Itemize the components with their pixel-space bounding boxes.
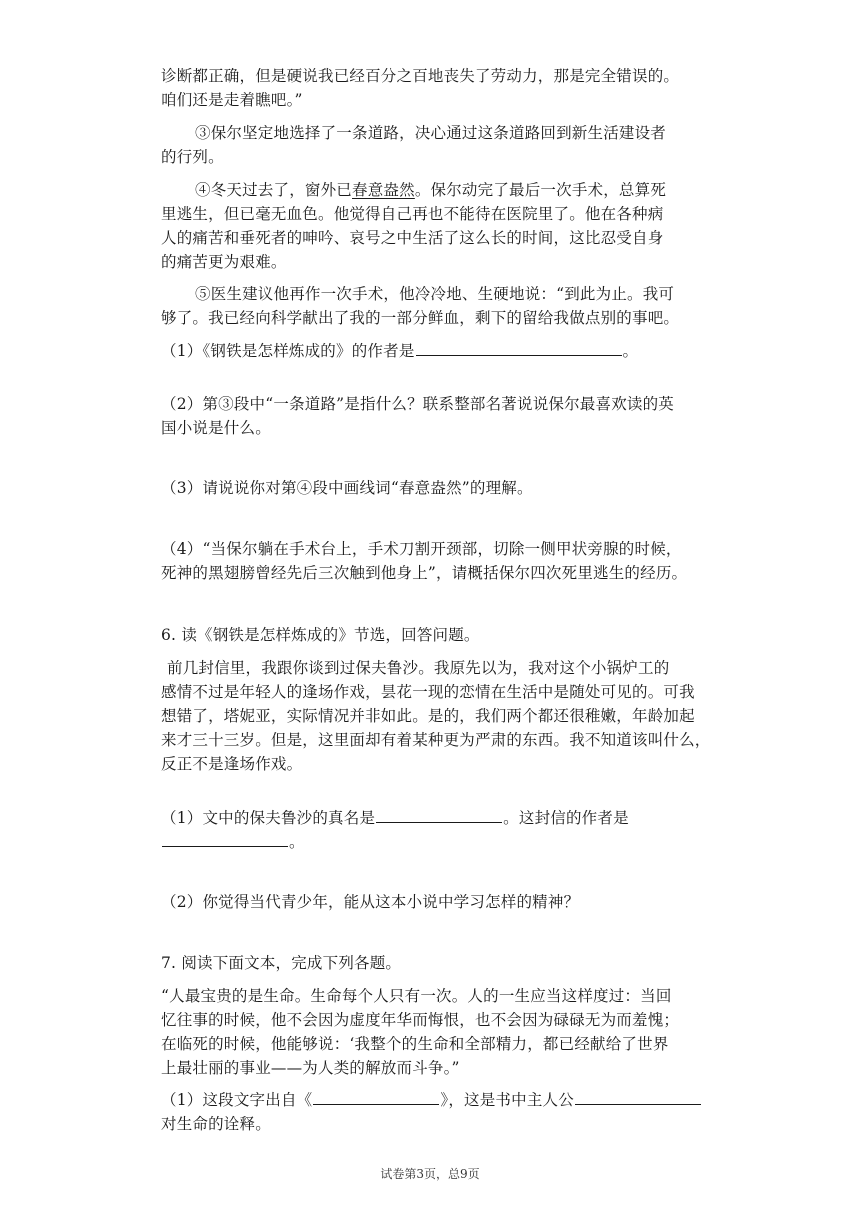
passage-line: 咱们还是走着瞧吧。” [161,91,303,109]
question-7-1-line2: 对生命的诠释。 [161,1115,271,1133]
question-6-2: （2）你觉得当代青少年，能从这本小说中学习怎样的精神？ [161,893,580,911]
letter-passage-line: 想错了，塔妮亚，实际情况并非如此。是的，我们两个都还很稚嫩，年龄加起 [161,707,695,725]
letter-passage-line: 来才三十三岁。但是，这里面却有着某种更为严肃的东西。我不知道该叫什么， [161,731,711,749]
question-6-1 [161,806,629,830]
question-6-1-line2 [161,830,305,854]
quote-passage-line: 在临死的时候，他能够说：‘我整个的生命和全部精力，都已经献给了世界 [161,1035,669,1053]
question-5-3: （3）请说说你对第④段中画线词“春意盎然”的理解。 [161,479,533,497]
question-text: （1）这段文字出自《 [161,1091,313,1109]
answer-blank[interactable] [575,1088,701,1105]
letter-passage-line: 反正不是逢场作戏。 [161,755,303,773]
question-text: 。 [289,833,305,851]
letter-passage-line: 感情不过是年轻人的逢场作戏，昙花一现的恋情在生活中是随处可见的。可我 [161,683,695,701]
paragraph-4-line: 里逃生，但已毫无血色。他觉得自己再也不能待在医院里了。他在各种病 [161,205,664,223]
answer-blank[interactable] [313,1088,439,1105]
paragraph-4-text: ④冬天过去了，窗外已 [195,181,353,199]
paragraph-4-line: 的痛苦更为艰难。 [161,253,287,271]
paragraph-4-line [195,178,666,202]
question-5-2-line: 国小说是什么。 [161,419,271,437]
paragraph-4-line: 人的痛苦和垂死者的呻吟、哀号之中生活了这么长的时间，这比忍受自身 [161,229,664,247]
question-text: （1）《钢铁是怎样炼成的》的作者是 [161,342,415,360]
paragraph-5-line: 够了。我已经向科学献出了我的一部分鲜血，剩下的留给我做点别的事吧。 [161,309,680,327]
question-text: （1）文中的保夫鲁沙的真名是 [161,809,376,827]
question-text: 。这封信的作者是 [503,809,629,827]
paragraph-4-text: 。保尔动完了最后一次手术，总算死 [414,181,667,199]
question-5-4-line: （4）“当保尔躺在手术台上，手术刀割开颈部，切除一侧甲状旁腺的时候， [161,540,682,558]
question-7-1 [161,1088,702,1112]
question-6-heading: 6. 读《钢铁是怎样炼成的》节选，回答问题。 [161,626,480,644]
question-text: 》，这是书中主人公 [440,1091,574,1109]
question-text: 。 [622,342,639,360]
page-footer: 试卷第3页，总9页 [380,1167,480,1181]
answer-blank[interactable] [376,806,502,823]
question-5-4-line: 死神的黑翅膀曾经先后三次触到他身上”，请概括保尔四次死里逃生的经历。 [161,564,688,582]
quote-passage-line: 忆往事的时候，他不会因为虚度年华而悔恨，也不会因为碌碌无为而羞愧； [161,1011,680,1029]
quote-passage-line: “人最宝贵的是生命。生命每个人只有一次。人的一生应当这样度过：当回 [161,987,672,1005]
quote-passage-line: 上最壮丽的事业——为人类的解放而斗争。” [161,1059,460,1077]
letter-passage-line: 前几封信里，我跟你谈到过保夫鲁沙。我原先以为，我对这个小锅炉工的 [167,659,670,677]
question-5-2-line: （2）第③段中“一条道路”是指什么？联系整部名著说说保尔最喜欢读的英 [161,395,675,413]
paragraph-3-line: 的行列。 [161,148,224,166]
paragraph-5-line: ⑤医生建议他再作一次手术，他冷冷地、生硬地说：“到此为止。我可 [195,285,675,303]
answer-blank[interactable] [416,339,622,356]
passage-line: 诊断都正确，但是硬说我已经百分之百地丧失了劳动力，那是完全错误的。 [161,67,680,85]
answer-blank[interactable] [162,830,288,847]
question-5-1 [161,339,638,363]
underlined-word: 春意盎然 [352,181,415,199]
question-7-heading: 7. 阅读下面文本，完成下列各题。 [161,954,402,972]
paragraph-3-line: ③保尔坚定地选择了一条道路，决心通过这条道路回到新生活建设者 [195,124,667,142]
